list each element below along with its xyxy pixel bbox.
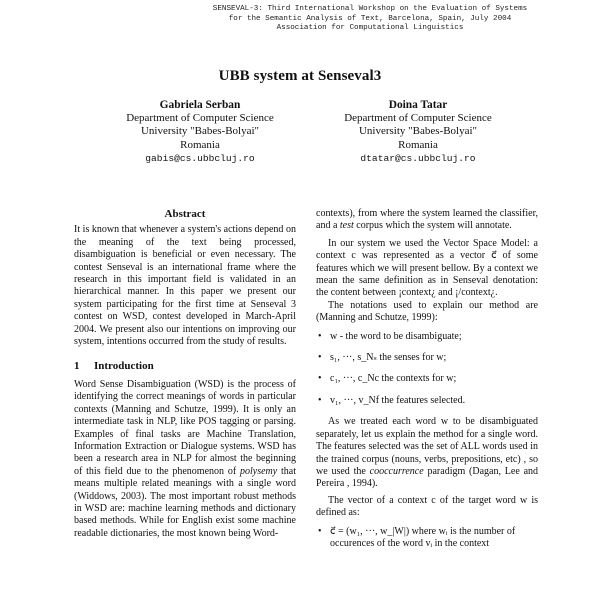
author-email[interactable]: dtatar@cs.ubbcluj.ro: [360, 152, 476, 164]
venue-line-2: for the Semantic Analysis of Text, Barcelona, Spain, July 2004: [228, 14, 512, 23]
method-paragraph: As we treated each word w to be disambiguated separately, let us explain the method for a single word. The features selected was the set of ALL words used in the trained corpus (nouns, verbs, prepositions, etc) , so we used the cooccurrence paradigm (Dagan, Lee and Pereira , 1994).: [316, 416, 539, 490]
author-dept: Department of Computer Science: [344, 112, 492, 125]
author-univ: University "Babes-Bolyai": [140, 125, 260, 138]
vector-paragraph: The vector of a context c of the target word w is defined as:: [316, 494, 538, 519]
bullet-icon: •: [318, 525, 322, 537]
author-email[interactable]: gabis@cs.ubbcluj.ro: [145, 152, 255, 164]
notation-list: [316, 331, 538, 408]
venue-line-1: SENSEVAL-3: Third International Workshop on the Evaluation of Systems: [212, 5, 528, 13]
author-name: Gabriela Serban: [159, 99, 241, 111]
section-heading-introduction: [74, 360, 296, 372]
bullet-icon: •: [318, 373, 322, 385]
left-column: [74, 208, 296, 540]
cont-emphasis: test: [339, 220, 354, 232]
intro-paragraph: [74, 379, 296, 540]
list-item: • c⃗ = (w₁, ···, w_|W|) where wᵢ is the number of occurences of the word vᵢ in the context: [318, 525, 516, 549]
abstract-heading: Abstract: [164, 208, 206, 220]
abstract-text: It is known that whenever a system's actions depend on the meaning of the text being processed, disambiguation is beneficial or even necessary. The contest Senseval is an international frame where the research in this important field is validated in an hierarchical manner. In this paper we present our system participating for the first time at Senseval 3 contest on WSD, contest developed in March-April 2004. We present also our intentions on improving our system, intentions occurred from the study of results.: [74, 224, 296, 348]
list-item: • s₁, ···, s_Nₛ the senses for w;: [318, 352, 447, 364]
right-column: [316, 208, 538, 559]
venue-header: [140, 5, 600, 34]
method-emphasis: cooccurrence: [369, 465, 424, 477]
author-name: Doina Tatar: [388, 99, 448, 111]
intro-text-a: Word Sense Disambiguation (WSD) is the process of identifying the correct meanings of words in particular contexts (Manning and Schutze, 1999). It is only an intermediate task in NLP, like POS tagging or parsing. Examples of final tasks are Machine Translation, Information Extraction or Dialogue systems. WSD has been a research area in NLP for almost the beginning of this field due to the phenomenon of: [74, 378, 296, 477]
vector-list: [316, 526, 538, 551]
author-country: Romania: [398, 138, 438, 151]
list-item: • w - the word to be disambiguate;: [318, 330, 462, 342]
intro-emphasis: polysemy: [239, 465, 278, 477]
author-country: Romania: [180, 138, 220, 151]
bullet-icon: •: [318, 352, 322, 364]
section-number: 1: [74, 360, 80, 373]
bullet-icon: •: [318, 394, 322, 406]
vsm-paragraph: In our system we used the Vector Space Model: a context c was represented as a vector c⃗ of some features which we will present bellow. By a context we mean the same definition as in Senseval denotation: the content between ¡context¿ and ¡/context¿.: [316, 237, 538, 299]
notations-paragraph: The notations used to explain our method are (Manning and Schutze, 1999):: [316, 299, 538, 324]
list-item: • v₁, ···, v_Nf the features selected.: [318, 394, 466, 406]
cont-text-a: contexts), from where the system learned the classifier, and a: [316, 208, 538, 232]
continued-paragraph: [316, 208, 538, 233]
author-block-1: [80, 99, 320, 165]
author-block-2: [298, 99, 538, 165]
section-title: Introduction: [94, 360, 154, 373]
author-univ: University "Babes-Bolyai": [358, 125, 478, 138]
venue-line-3: Association for Computational Linguistics: [276, 24, 464, 33]
list-item: • c₁, ···, c_Nc the contexts for w;: [318, 373, 457, 385]
cont-text-b: corpus which the system will annotate.: [356, 220, 512, 232]
bullet-icon: •: [318, 330, 322, 342]
author-dept: Department of Computer Science: [126, 112, 274, 125]
intro-text-b: that means multiple related meanings with a single word (Widdows, 2003). The most important robust methods in WSD are: machine learning methods and dictionary based methods. While for English exist some machine readable dictionaries, the most known being Word-: [74, 465, 297, 539]
paper-title: UBB system at Senseval3: [218, 68, 382, 84]
